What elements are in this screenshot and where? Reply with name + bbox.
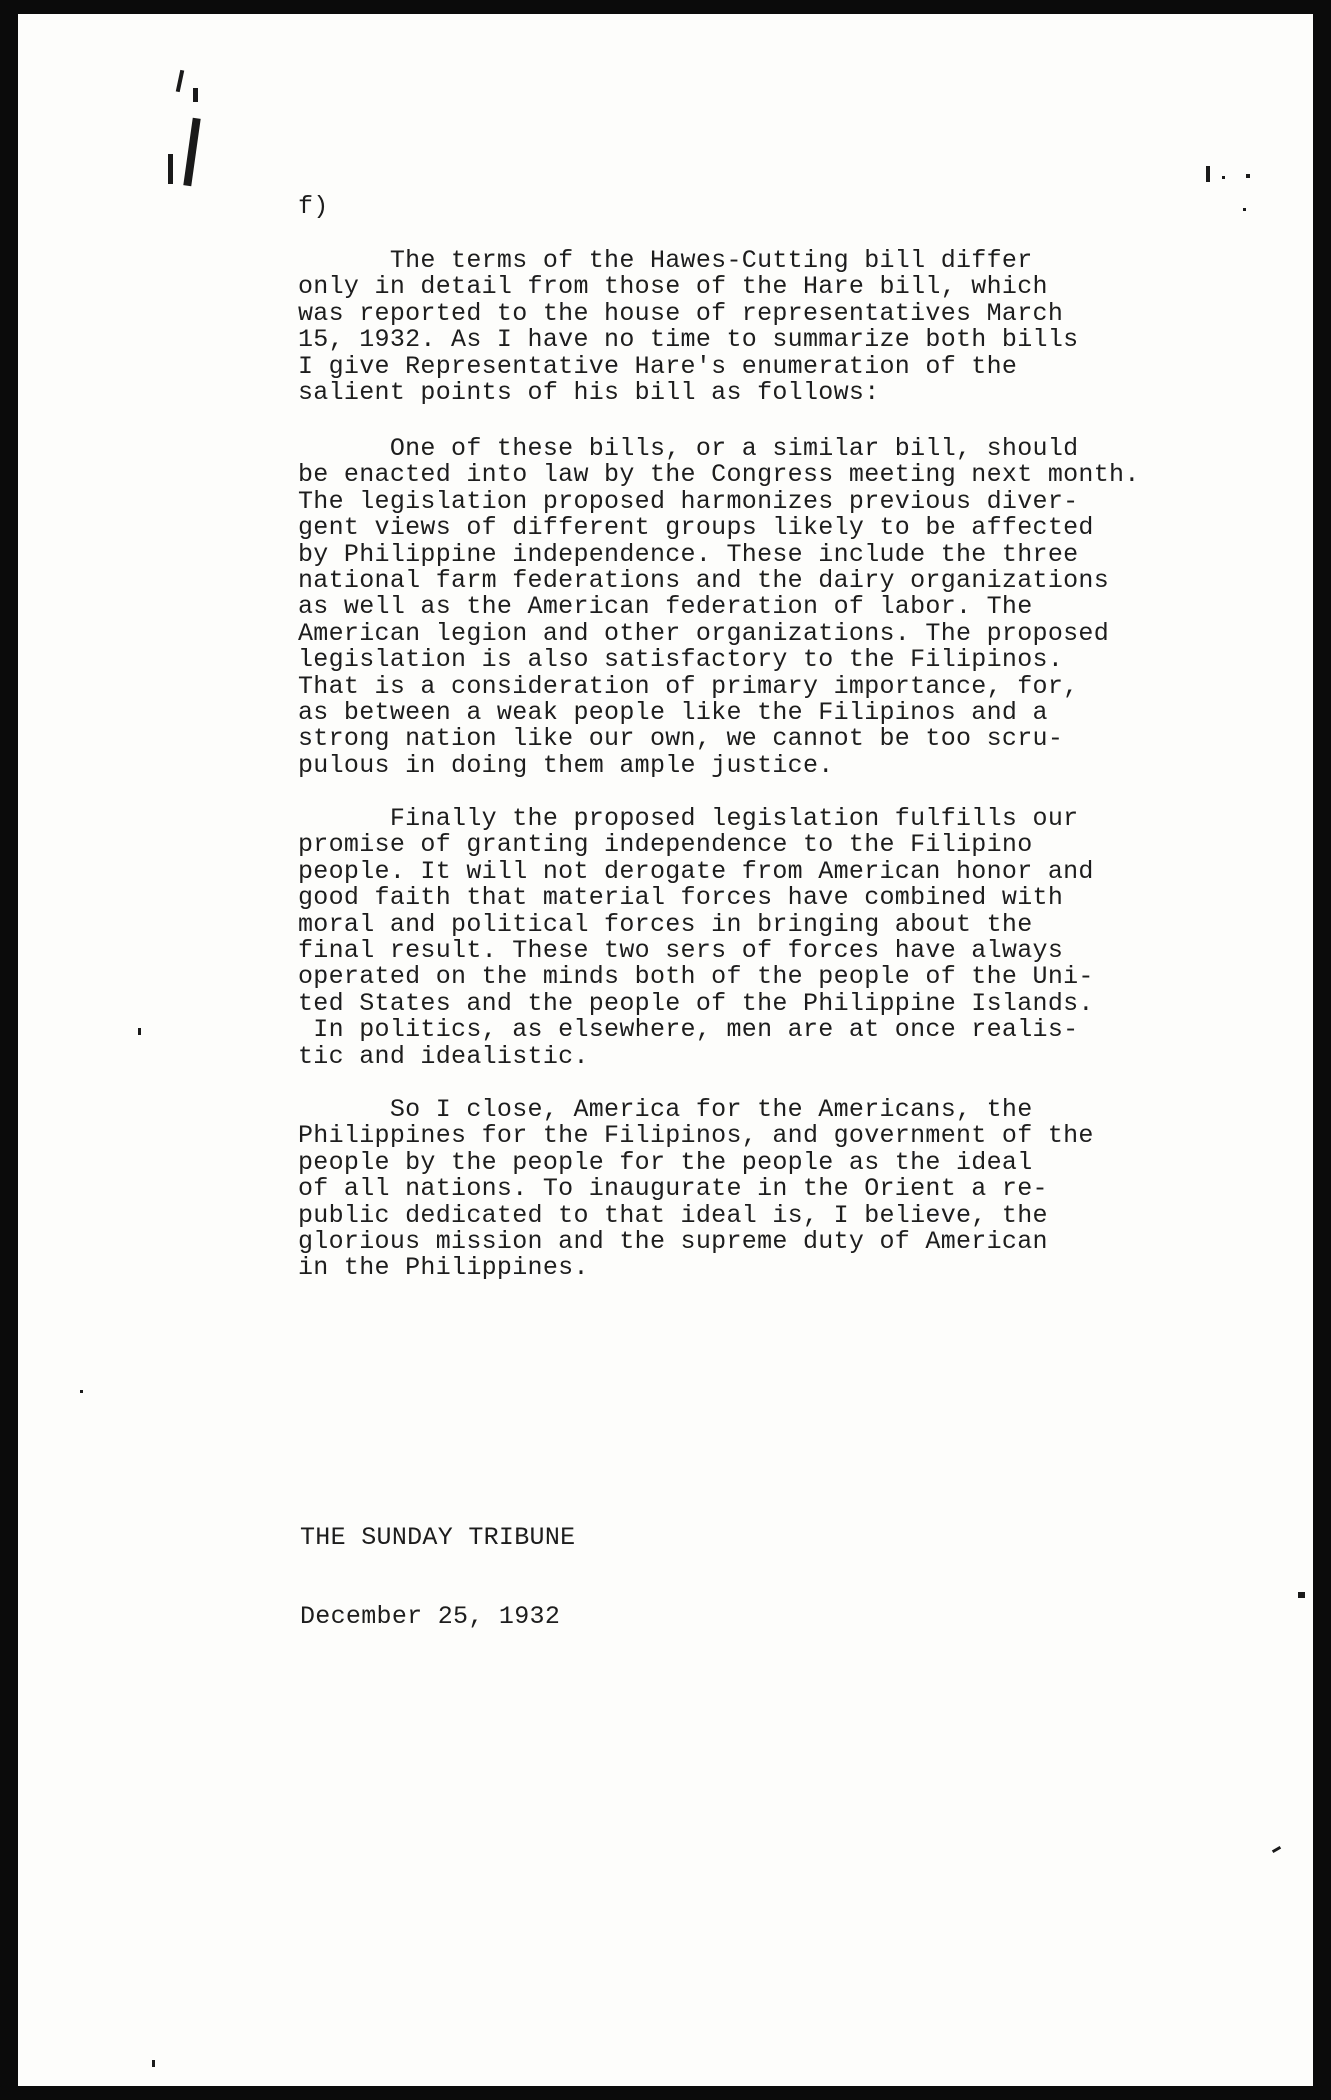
speck [1246,174,1250,178]
text-line: moral and political forces in bringing about the [298,909,1033,939]
paragraph-3 [298,806,1094,1070]
punch-mark-top-left [168,154,173,184]
speck [1222,176,1225,179]
text-line: be enacted into law by the Congress meeting next month. [298,460,1140,490]
text-line: strong nation like our own, we cannot be too scru- [298,724,1064,754]
document-page [18,14,1313,2086]
text-line: tic and idealistic. [298,1041,589,1071]
text-line: final result. These two sers of forces have always [298,935,1064,965]
punch-mark-top-left [183,118,200,186]
text-line: by Philippine independence. These include the three [298,539,1079,569]
text-line: good faith that material forces have combined with [298,883,1064,913]
text-line: public dedicated to that ideal is, I believe, the [298,1200,1048,1230]
text-line: was reported to the house of representatives March [298,298,1064,328]
text-line: The terms of the Hawes-Cutting bill differ [298,246,1033,275]
speck [1206,166,1210,182]
text-line: That is a consideration of primary importance, for, [298,671,1079,701]
speck [1243,208,1246,211]
speck [152,2060,155,2067]
text-line: 15, 1932. As I have no time to summarize both bills [298,325,1079,355]
text-line: promise of granting independence to the Filipino [298,830,1033,860]
text-line: ted States and the people of the Philippine Islands. [298,988,1094,1018]
text-line: people. It will not derogate from American honor and [298,856,1094,886]
text-line: In politics, as elsewhere, men are at once realis- [298,1015,1079,1045]
speck [80,1390,83,1393]
text-line: as well as the American federation of labor. The [298,592,1033,622]
text-line: salient points of his bill as follows: [298,377,880,407]
text-line: I give Representative Hare's enumeration of the [298,351,1018,381]
text-line: legislation is also satisfactory to the Filipinos. [298,645,1064,675]
publication-date: December 25, 1932 [300,1602,561,1632]
text-line: in the Philippines. [298,1253,589,1283]
speck [1272,1846,1281,1853]
text-line: The legislation proposed harmonizes previous diver- [298,486,1079,516]
text-line: gent views of different groups likely to be affected [298,513,1094,543]
text-line: American legion and other organizations. The proposed [298,618,1110,648]
punch-mark-top-left [193,88,198,102]
text-line: Finally the proposed legislation fulfills our [298,804,1079,833]
text-line: One of these bills, or a similar bill, should [298,434,1079,463]
source-citation [300,1472,575,1683]
text-line: Philippines for the Filipinos, and government of the [298,1121,1094,1151]
paragraph-2 [298,436,1140,779]
punch-mark-top-left [176,70,184,92]
text-line: of all nations. To inaugurate in the Orient a re- [298,1174,1048,1204]
text-line: operated on the minds both of the people of the Uni- [298,962,1094,992]
text-line: So I close, America for the Americans, the [298,1095,1033,1124]
text-line: people by the people for the people as the ideal [298,1147,1033,1177]
paragraph-4 [298,1097,1094,1282]
section-label: f) [298,192,329,221]
text-line: pulous in doing them ample justice. [298,750,834,780]
text-line: only in detail from those of the Hare bill, which [298,272,1048,302]
speck [138,1028,141,1035]
text-line: national farm federations and the dairy organizations [298,565,1110,595]
paragraph-1 [298,248,1078,406]
speck [1298,1592,1305,1598]
text-line: as between a weak people like the Filipinos and a [298,697,1048,727]
text-line: glorious mission and the supreme duty of American [298,1226,1048,1256]
publication-name: THE SUNDAY TRIBUNE [300,1522,576,1552]
